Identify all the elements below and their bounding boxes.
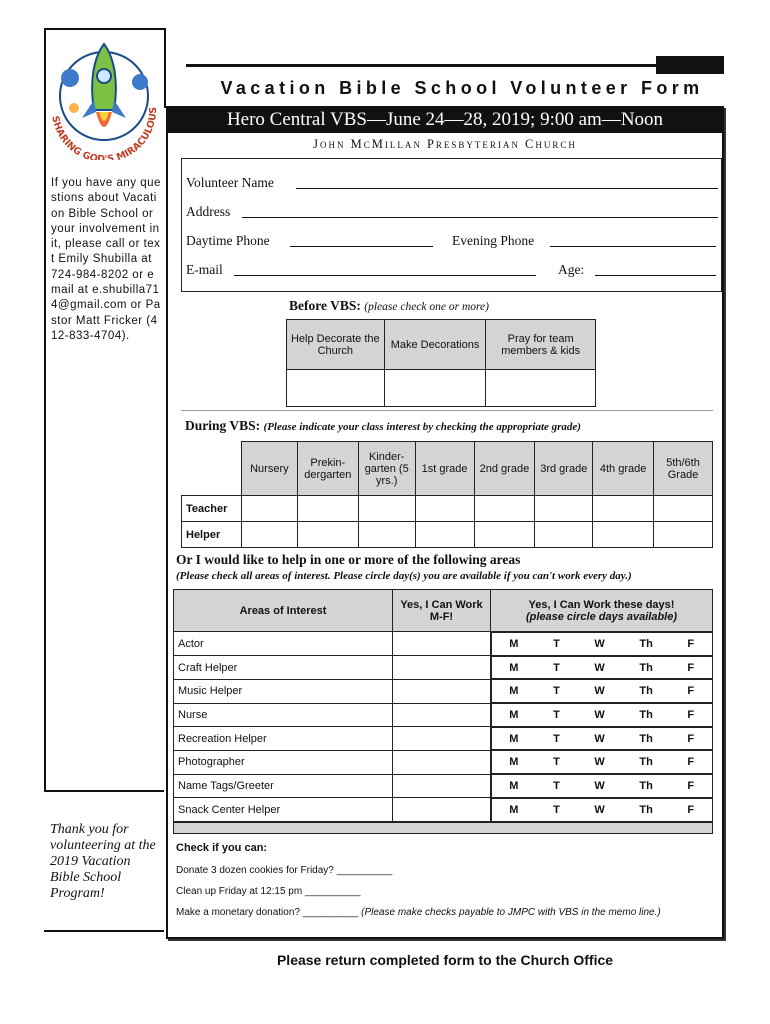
check-work-m-f[interactable] (393, 656, 491, 680)
area-row (174, 679, 713, 703)
day-option-f[interactable]: F (687, 685, 695, 698)
check-work-m-f[interactable] (393, 632, 491, 656)
areas-table-footer (173, 822, 713, 834)
check-cleanup[interactable]: Clean up Friday at 12:15 pm __________ (176, 886, 361, 897)
volunteer-name-label: Volunteer Name (186, 175, 274, 190)
grade-5th-6th: 5th/6th Grade (654, 442, 713, 496)
title-rule-block (656, 56, 724, 74)
area-label: Photographer (174, 750, 393, 774)
email-field[interactable] (234, 275, 536, 276)
day-option-f[interactable]: F (687, 803, 695, 816)
day-option-m[interactable]: M (509, 803, 519, 816)
row-helper: Helper (182, 522, 242, 548)
grade-4th: 4th grade (593, 442, 654, 496)
day-options (491, 679, 713, 703)
monetary-donation-note: (Please make checks payable to JMPC with VBS in the memo line.) (361, 907, 661, 918)
area-row (174, 750, 713, 774)
grade-2nd: 2nd grade (474, 442, 535, 496)
address-label: Address (186, 204, 231, 219)
evening-phone-field[interactable] (550, 246, 716, 247)
area-row (174, 774, 713, 798)
day-option-w[interactable]: W (594, 732, 605, 745)
check-decorate-church[interactable] (287, 370, 385, 407)
grade-prek: Prekin-dergarten (297, 442, 358, 496)
check-work-m-f[interactable] (393, 679, 491, 703)
during-vbs-heading (185, 418, 581, 434)
day-options (491, 727, 713, 751)
area-label: Craft Helper (174, 656, 393, 680)
day-option-w[interactable]: W (594, 637, 605, 650)
day-options (491, 798, 713, 822)
age-field[interactable] (595, 275, 716, 276)
check-teacher[interactable] (593, 496, 654, 522)
check-teacher[interactable] (415, 496, 474, 522)
day-option-th[interactable]: Th (639, 756, 653, 769)
day-option-w[interactable]: W (594, 661, 605, 674)
day-option-f[interactable]: F (687, 708, 695, 721)
before-vbs-note: (please check one or more) (364, 301, 489, 313)
section-divider (181, 410, 713, 411)
check-work-m-f[interactable] (393, 703, 491, 727)
check-work-m-f[interactable] (393, 750, 491, 774)
area-label: Snack Center Helper (174, 798, 393, 822)
vbs-logo (44, 30, 164, 160)
day-option-th[interactable]: Th (639, 803, 653, 816)
before-vbs-label: Before VBS: (289, 298, 361, 313)
title-rule-top (186, 64, 658, 67)
day-option-m[interactable]: M (509, 756, 519, 769)
check-helper[interactable] (297, 522, 358, 548)
area-label: Music Helper (174, 679, 393, 703)
area-row (174, 632, 713, 656)
col-work-m-f: Yes, I Can Work M-F! (393, 590, 491, 632)
day-option-m[interactable]: M (509, 779, 519, 792)
day-option-t[interactable]: T (553, 756, 560, 769)
grade-3rd: 3rd grade (535, 442, 593, 496)
age-label: Age: (558, 262, 585, 277)
day-option-t[interactable]: T (553, 732, 560, 745)
email-label: E-mail (186, 262, 223, 277)
day-option-f[interactable]: F (687, 756, 695, 769)
day-option-w[interactable]: W (594, 779, 605, 792)
area-label: Actor (174, 632, 393, 656)
check-helper[interactable] (358, 522, 415, 548)
check-helper[interactable] (241, 522, 297, 548)
church-name: John McMillan Presbyterian Church (313, 137, 577, 151)
day-option-m[interactable]: M (509, 637, 519, 650)
day-option-th[interactable]: Th (639, 661, 653, 674)
during-vbs-label: During VBS: (185, 418, 261, 433)
grade-1st: 1st grade (415, 442, 474, 496)
grade-nursery: Nursery (241, 442, 297, 496)
col-work-days-note: (please circle days available) (525, 610, 678, 623)
day-option-f[interactable]: F (687, 637, 695, 650)
day-option-f[interactable]: F (687, 661, 695, 674)
check-heading: Check if you can: (176, 842, 268, 854)
day-option-th[interactable]: Th (639, 708, 653, 721)
day-option-w[interactable]: W (594, 685, 605, 698)
day-option-t[interactable]: T (553, 637, 560, 650)
sidebar-divider (44, 790, 164, 792)
check-helper[interactable] (654, 522, 713, 548)
day-options (491, 632, 713, 656)
check-work-m-f[interactable] (393, 798, 491, 822)
evening-phone-label: Evening Phone (452, 233, 535, 248)
day-option-m[interactable]: M (509, 661, 519, 674)
check-teacher[interactable] (297, 496, 358, 522)
area-row (174, 727, 713, 751)
day-option-th[interactable]: Th (639, 637, 653, 650)
day-option-f[interactable]: F (687, 779, 695, 792)
before-vbs-table (286, 319, 596, 407)
before-col-pray: Pray for team members & kids (486, 320, 596, 370)
address-field[interactable] (242, 217, 718, 218)
check-monetary-donation[interactable] (176, 907, 661, 918)
check-helper[interactable] (474, 522, 535, 548)
check-teacher[interactable] (358, 496, 415, 522)
check-teacher[interactable] (241, 496, 297, 522)
daytime-phone-field[interactable] (290, 246, 433, 247)
daytime-phone-label: Daytime Phone (186, 233, 270, 248)
area-row (174, 656, 713, 680)
grade-kindergarten: Kinder-garten (5 yrs.) (358, 442, 415, 496)
sidebar-questions: If you have any questions about Vacation Bible School or your involvement in it, please call or text Emily Shubilla at 724-984-8202 or email at e.shubilla714@gmail.com or Pastor Matt Fricker (412-833-4704). (51, 177, 161, 342)
before-col-decorate-church: Help Decorate the Church (287, 320, 385, 370)
volunteer-name-field[interactable] (296, 188, 718, 189)
area-row (174, 798, 713, 822)
check-teacher[interactable] (535, 496, 593, 522)
day-option-w[interactable]: W (594, 803, 605, 816)
check-helper[interactable] (415, 522, 474, 548)
monetary-donation-label: Make a monetary donation? __________ (176, 907, 359, 918)
day-option-w[interactable]: W (594, 708, 605, 721)
check-teacher[interactable] (654, 496, 713, 522)
check-work-m-f[interactable] (393, 774, 491, 798)
day-option-f[interactable]: F (687, 732, 695, 745)
sidebar-bottom (44, 930, 164, 932)
check-pray[interactable] (486, 370, 596, 407)
day-options (491, 703, 713, 727)
day-option-t[interactable]: T (553, 779, 560, 792)
day-option-m[interactable]: M (509, 732, 519, 745)
sidebar-thanks: Thank you for volunteering at the 2019 Vacation Bible School Program! (50, 822, 156, 901)
day-option-th[interactable]: Th (639, 732, 653, 745)
day-option-t[interactable]: T (553, 803, 560, 816)
col-work-days (491, 590, 713, 632)
col-work-days-label: Yes, I Can Work these days! (528, 598, 675, 611)
areas-table (173, 589, 713, 822)
areas-heading: Or I would like to help in one or more of the following areas (176, 552, 521, 567)
during-vbs-table (181, 441, 713, 548)
day-option-t[interactable]: T (553, 661, 560, 674)
area-label: Recreation Helper (174, 727, 393, 751)
day-option-th[interactable]: Th (639, 779, 653, 792)
form-title: Vacation Bible School Volunteer Form (220, 78, 704, 98)
day-option-t[interactable]: T (553, 708, 560, 721)
areas-note: (Please check all areas of interest. Please circle day(s) you are available if you can't work every day.) (176, 570, 632, 582)
day-options (491, 774, 713, 798)
day-option-m[interactable]: M (509, 685, 519, 698)
check-helper[interactable] (535, 522, 593, 548)
vbs-subtitle: Hero Central VBS—June 24—28, 2019; 9:00 am—Noon (166, 106, 724, 133)
day-option-m[interactable]: M (509, 708, 519, 721)
check-donate-cookies[interactable]: Donate 3 dozen cookies for Friday? __________ (176, 865, 393, 876)
day-option-th[interactable]: Th (639, 685, 653, 698)
area-label: Name Tags/Greeter (174, 774, 393, 798)
check-helper[interactable] (593, 522, 654, 548)
before-vbs-heading (289, 298, 489, 314)
check-work-m-f[interactable] (393, 727, 491, 751)
footer-instruction: Please return completed form to the Church Office (276, 952, 614, 968)
day-option-t[interactable]: T (553, 685, 560, 698)
area-row (174, 703, 713, 727)
sidebar-border-right (164, 28, 166, 108)
check-teacher[interactable] (474, 496, 535, 522)
before-col-make-decorations: Make Decorations (384, 320, 486, 370)
during-vbs-note: (Please indicate your class interest by checking the appropriate grade) (263, 421, 581, 433)
row-teacher: Teacher (182, 496, 242, 522)
area-label: Nurse (174, 703, 393, 727)
day-options (491, 750, 713, 774)
svg-text:SHARING GOD'S MIRACULOUS MESSA: SHARING GOD'S MIRACULOUS (49, 106, 160, 160)
day-options (491, 656, 713, 680)
col-areas-of-interest: Areas of Interest (174, 590, 393, 632)
check-make-decorations[interactable] (384, 370, 486, 407)
day-option-w[interactable]: W (594, 756, 605, 769)
